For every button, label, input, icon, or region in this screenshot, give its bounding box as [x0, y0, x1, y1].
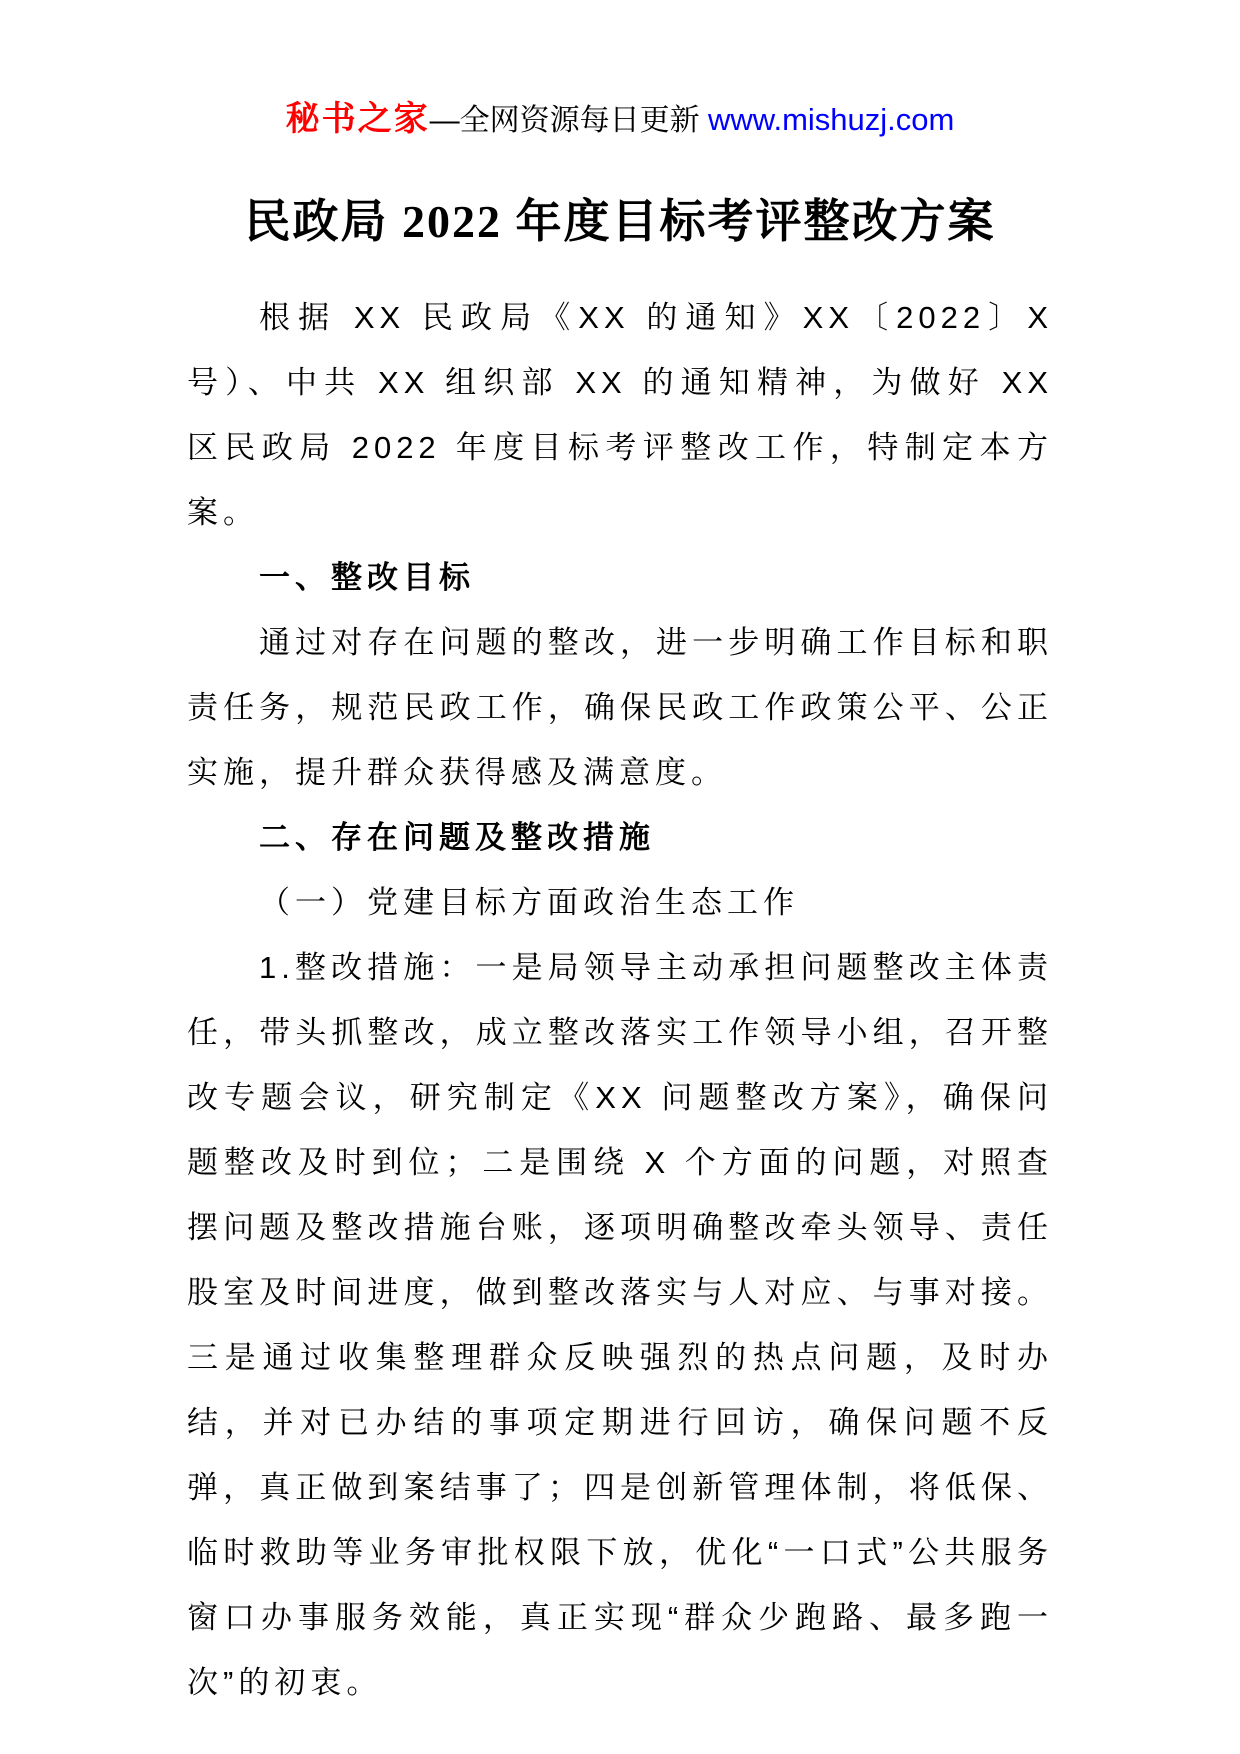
site-name: 秘书之家: [285, 100, 430, 138]
document-body: [187, 285, 1053, 1715]
document-title: 民政局 2022 年度目标考评整改方案: [244, 195, 996, 247]
section-heading: 二、存在问题及整改措施: [259, 820, 655, 855]
body-paragraph: （一）党建目标方面政治生态工作: [259, 885, 799, 920]
body-paragraph: 1.整改措施：一是局领导主动承担问题整改主体责任，带头抓整改，成立整改落实工作领导小组，召开整改专题会议，研究制定《XX 问题整改方案》，确保问题整改及时到位；二是围绕 X 个方面的问题，对照查摆问题及整改措施台账，逐项明确整改牵头领导、责任股室及时间进度，做到整改落实与人对应、与事对接。三是通过收集整理群众反映强烈的热点问题，及时办结，并对已办结的事项定期进行回访，确保问题不反弹，真正做到案结事了；四是创新管理体制，将低保、临时救助等业务审批权限下放，优化“一口式”公共服务窗口办事服务效能，真正实现“群众少跑路、最多跑一次”的初衷。: [187, 950, 1053, 1700]
site-header: [0, 98, 1240, 142]
body-paragraph: 根据 XX 民政局《XX 的通知》XX〔2022〕X 号）、中共 XX 组织部 XX 的通知精神，为做好 XX 区民政局 2022 年度目标考评整改工作，特制定本方案。: [187, 300, 1053, 530]
section-heading: 一、整改目标: [259, 560, 475, 595]
body-paragraph: 通过对存在问题的整改，进一步明确工作目标和职责任务，规范民政工作，确保民政工作政策公平、公正实施，提升群众获得感及满意度。: [187, 625, 1053, 790]
site-tagline: —全网资源每日更新: [429, 104, 708, 137]
site-url-link[interactable]: www.mishuzj.com: [708, 102, 955, 137]
